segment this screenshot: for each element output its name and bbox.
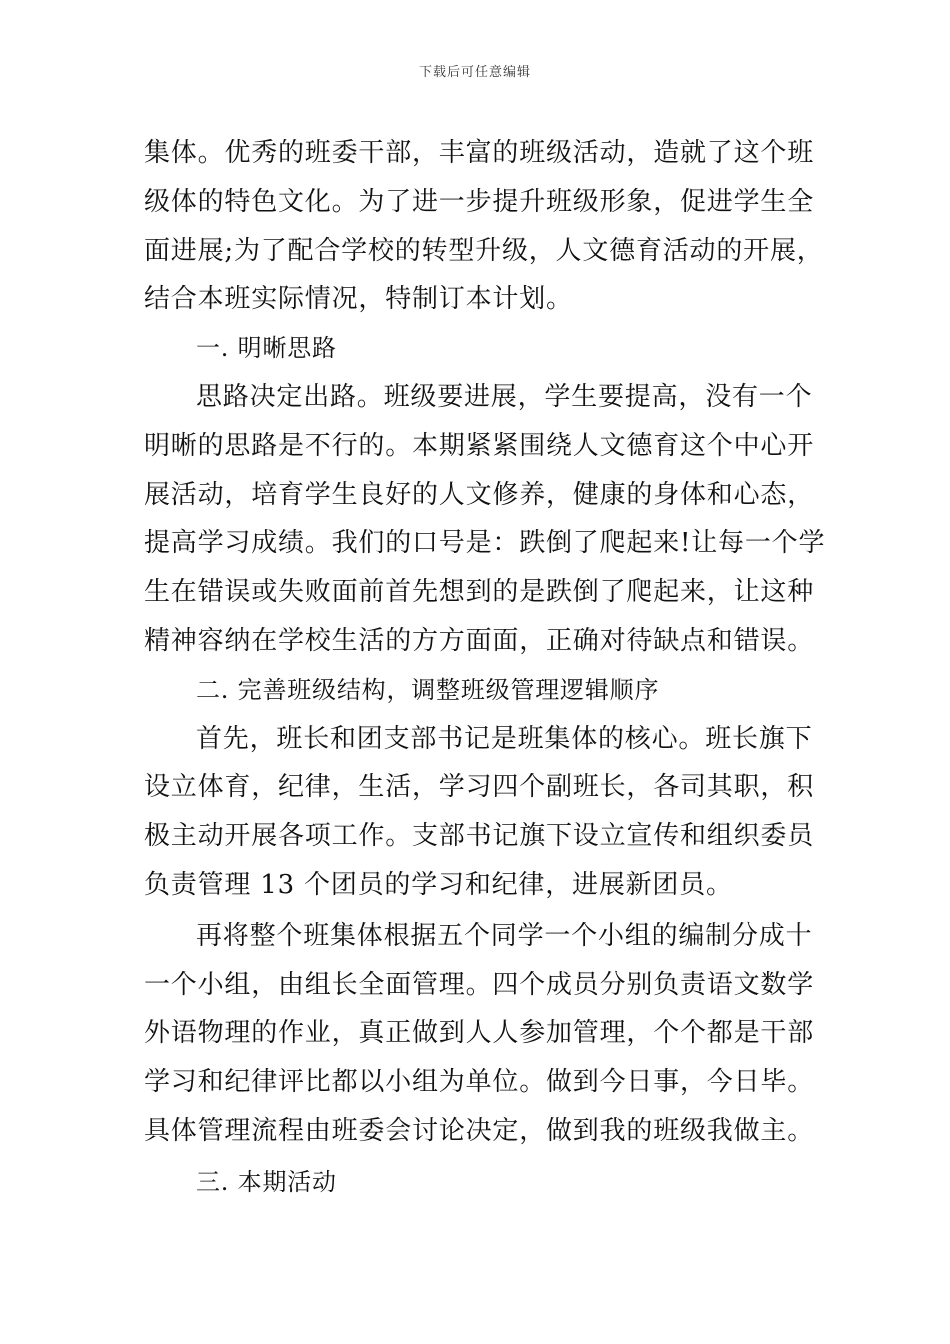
text-line: 提高学习成绩。我们的口号是：跌倒了爬起来!让每一个学 [144,528,826,559]
section-heading-1: 一. 明晰思路 [196,334,337,363]
page-header: 下载后可任意编辑 [418,65,531,80]
document-body [144,129,826,1207]
text-line: 精神容纳在学校生活的方方面面，正确对待缺点和错误。 [144,625,815,656]
text-line: 集体。优秀的班委干部，丰富的班级活动，造就了这个班 [144,138,815,168]
text-line: 展活动，培育学生良好的人文修养，健康的身体和心态， [144,479,815,510]
text-line: 生在错误或失败面前首先想到的是跌倒了爬起来，让这种 [144,577,815,608]
section-heading-3: 三. 本期活动 [196,1167,337,1196]
paragraph-class-structure [144,715,815,910]
text-line: 一个小组，由组长全面管理。四个成员分别负责语文数学 [144,969,815,1000]
text-line: 极主动开展各项工作。支部书记旗下设立宣传和组织委员 [144,821,815,852]
paragraph-clear-thinking [144,373,826,666]
text-line: 明晰的思路是不行的。本期紧紧围绕人文德育这个中心开 [144,430,815,461]
text-line: 外语物理的作业，真正做到人人参加管理，个个都是干部 [144,1018,815,1049]
text-line: 学习和纪律评比都以小组为单位。做到今日事，今日毕。 [144,1067,815,1098]
paragraph-intro [144,129,824,324]
paragraph-groups [144,912,815,1156]
text-line: 首先，班长和团支部书记是班集体的核心。班长旗下 [196,723,813,754]
text-line: 具体管理流程由班委会讨论决定，做到我的班级我做主。 [144,1115,815,1146]
section-heading-2: 二. 完善班级结构，调整班级管理逻辑顺序 [196,675,660,704]
text-line: 面进展;为了配合学校的转型升级，人文德育活动的开展， [144,235,824,266]
text-line: 负责管理 13 个团员的学习和纪律，进展新团员。 [144,869,733,900]
text-line: 思路决定出路。班级要进展，学生要提高，没有一个 [196,381,813,412]
text-line: 级体的特色文化。为了进一步提升班级形象，促进学生全 [144,186,815,217]
text-line: 再将整个班集体根据五个同学一个小组的编制分成十 [196,920,813,951]
text-line: 设立体育，纪律，生活，学习四个副班长，各司其职，积 [144,772,815,803]
text-line: 结合本班实际情况，特制订本计划。 [144,284,573,315]
